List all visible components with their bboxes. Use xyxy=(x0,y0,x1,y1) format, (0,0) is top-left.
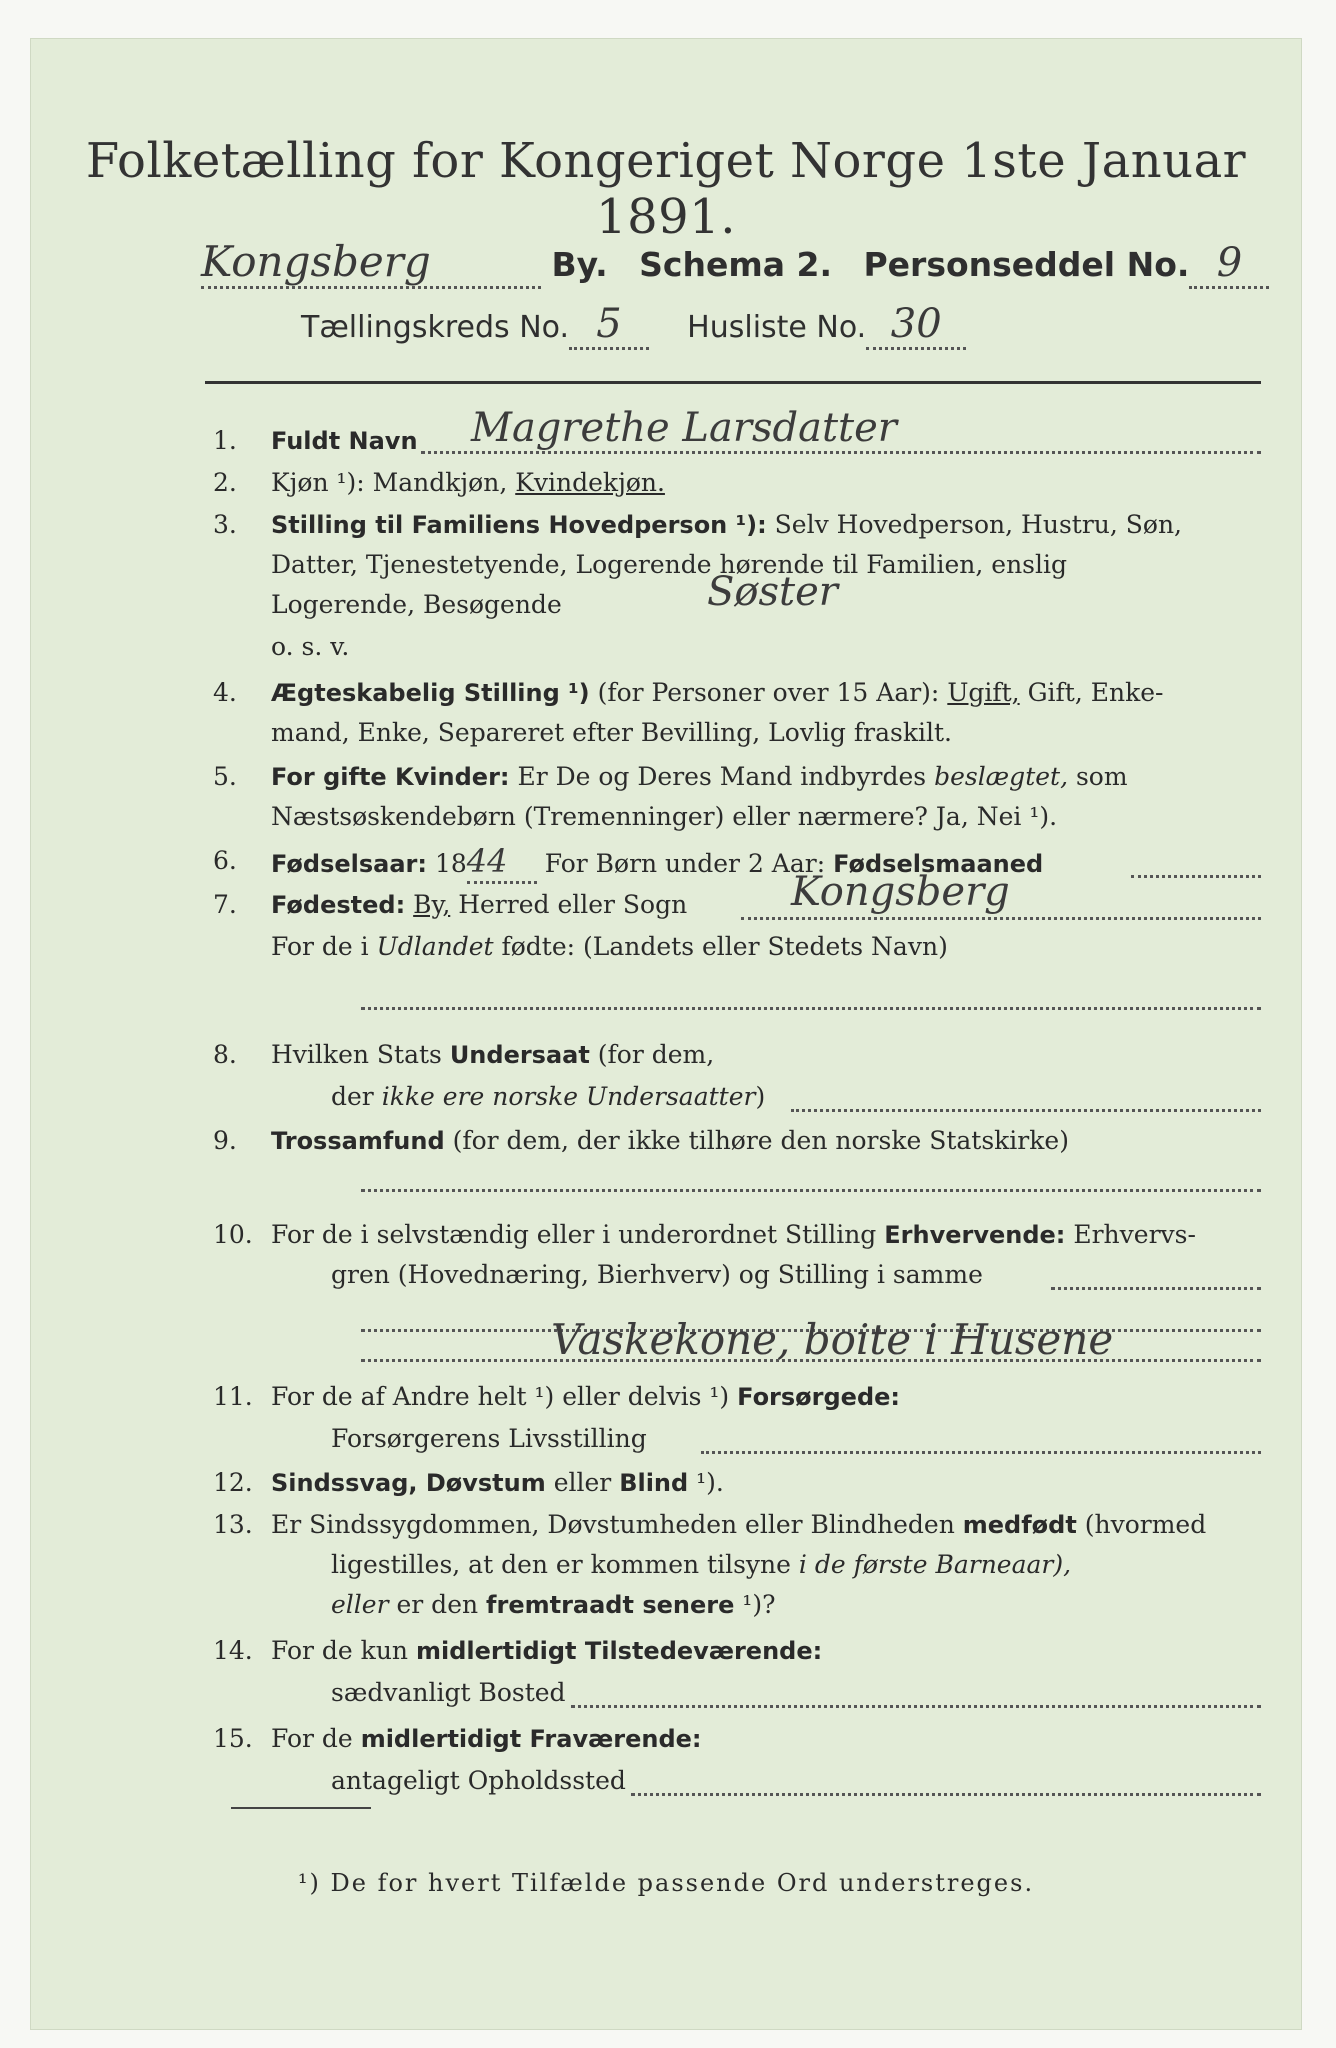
census-form xyxy=(30,38,1302,2030)
temporary-absent-label: midlertidigt Fraværende: xyxy=(360,1725,702,1753)
text: Hvilken Stats xyxy=(271,1040,450,1069)
text: For Børn under 2 Aar: xyxy=(536,849,834,878)
text: antageligt Opholdssted xyxy=(331,1766,626,1795)
text: Forsørgerens Livsstilling xyxy=(331,1424,647,1453)
item-number: 13. xyxy=(213,1510,253,1539)
supported-label: Forsørgede: xyxy=(737,1383,901,1411)
nationality-label: Undersaat xyxy=(449,1041,590,1069)
text: 18 xyxy=(427,849,467,878)
item-number: 4. xyxy=(213,678,237,707)
header-line-2 xyxy=(301,301,966,350)
temporary-present-label: midlertidigt Tilstedeværende: xyxy=(415,1637,823,1665)
text: Er Sindssygdommen, Døvstumheden eller Blindheden xyxy=(271,1510,963,1539)
text: (for Personer over 15 Aar): xyxy=(589,678,948,707)
taellingskreds-field: 5 xyxy=(569,301,649,350)
city-field: Kongsberg xyxy=(201,237,541,289)
blind-label: Blind xyxy=(619,1469,689,1497)
text: eller xyxy=(331,1590,389,1619)
later-onset-label: fremtraadt senere xyxy=(486,1591,735,1619)
sex-label: Kjøn ¹): Mandkjøn, xyxy=(271,468,516,497)
text: der xyxy=(331,1082,382,1111)
dotted-line xyxy=(361,1359,1261,1362)
item-number: 8. xyxy=(213,1040,237,1069)
text: Udlandet xyxy=(376,932,494,961)
text: Gift, Enke- xyxy=(1019,678,1164,707)
text: Selv Hovedperson, Hustru, Søn, xyxy=(766,510,1182,539)
item-number: 10. xyxy=(213,1220,253,1249)
item-number: 1. xyxy=(213,426,237,455)
family-position-value: Søster xyxy=(707,569,838,615)
item-number: 5. xyxy=(213,762,237,791)
full-name-label: Fuldt Navn xyxy=(271,427,418,455)
marital-status-value: Ugift, xyxy=(947,678,1020,707)
text: mand, Enke, Separeret efter Bevilling, Lovlig fraskilt. xyxy=(271,718,952,747)
birthplace-type-value: By, xyxy=(413,890,451,919)
text: Er De og Deres Mand indbyrdes xyxy=(509,762,935,791)
text: For de xyxy=(271,1724,361,1753)
text: Logerende, Besøgende xyxy=(271,590,562,619)
dotted-line xyxy=(791,1109,1261,1112)
form-title: Folketælling for Kongeriget Norge 1ste Januar 1891. xyxy=(85,133,1247,245)
item-number: 6. xyxy=(213,846,237,875)
text: som xyxy=(1068,762,1128,791)
text: Datter, Tjenestetyende, Logerende hørende til Familien, enslig xyxy=(271,550,1068,579)
dotted-line xyxy=(571,1705,1261,1708)
text: For de af Andre helt ¹) eller delvis ¹) xyxy=(271,1382,738,1411)
birthplace-value: Kongsberg xyxy=(791,869,1010,915)
full-name-value: Magrethe Larsdatter xyxy=(471,405,897,451)
item-number: 3. xyxy=(213,510,237,539)
text: For de kun xyxy=(271,1636,416,1665)
text: er den xyxy=(388,1590,487,1619)
item-number: 2. xyxy=(213,468,237,497)
text: sædvanligt Bosted xyxy=(331,1678,566,1707)
text: (hvormed xyxy=(1076,1510,1207,1539)
personseddel-field: 9 xyxy=(1189,240,1269,289)
marital-status-label: Ægteskabelig Stilling ¹) xyxy=(271,679,590,707)
item-number: 15. xyxy=(213,1724,253,1753)
dotted-line xyxy=(741,917,1261,920)
occupation-value: Vaskekone, boite i Husene xyxy=(551,1315,1114,1364)
item-number: 7. xyxy=(213,890,237,919)
text: ligestilles, at den er kommen tilsyne xyxy=(331,1550,799,1579)
text: eller xyxy=(545,1468,620,1497)
personseddel-label: Personseddel No. xyxy=(863,245,1190,284)
footnote: ¹) De for hvert Tilfælde passende Ord understreges. xyxy=(297,1869,1035,1897)
birth-year-value: 44 xyxy=(467,841,537,884)
husliste-field: 30 xyxy=(866,301,966,350)
occupation-label: Erhvervende: xyxy=(884,1221,1066,1249)
dotted-line xyxy=(361,1007,1261,1010)
item-number: 12. xyxy=(213,1468,253,1497)
footnote-rule xyxy=(231,1807,371,1809)
text: (for dem, der ikke tilhøre den norske Statskirke) xyxy=(444,1126,1069,1155)
religion-label: Trossamfund xyxy=(271,1127,445,1155)
dotted-line xyxy=(1131,875,1261,878)
married-women-label: For gifte Kvinder: xyxy=(271,763,510,791)
dotted-line xyxy=(361,1189,1261,1192)
text: o. s. v. xyxy=(271,632,350,661)
taellingskreds-label: Tællingskreds No. xyxy=(301,310,569,345)
text: Næstsøskendebørn (Tremenninger) eller nærmere? Ja, Nei ¹). xyxy=(271,802,1058,831)
item-number: 9. xyxy=(213,1126,237,1155)
text: Erhvervs- xyxy=(1065,1220,1196,1249)
text: (for dem, xyxy=(589,1040,715,1069)
text: fødte: (Landets eller Stedets Navn) xyxy=(493,932,948,961)
text: Herred eller Sogn xyxy=(450,890,688,919)
dotted-line xyxy=(1051,1287,1261,1290)
family-position-label: Stilling til Familiens Hovedperson ¹): xyxy=(271,511,767,539)
birth-year-label: Fødselsaar: xyxy=(271,850,427,878)
dotted-line xyxy=(421,451,1261,454)
dotted-line xyxy=(701,1451,1261,1454)
item-number: 14. xyxy=(213,1636,253,1665)
text: For de i xyxy=(271,932,377,961)
husliste-label: Husliste No. xyxy=(687,310,867,345)
text: ¹)? xyxy=(734,1590,776,1619)
birth-month-label: Fødselsmaaned xyxy=(833,850,1044,878)
schema-label: Schema 2. xyxy=(639,245,832,284)
text: i de første Barneaar), xyxy=(798,1550,1072,1579)
sex-value: Kvindekjøn. xyxy=(515,468,665,497)
dotted-line xyxy=(631,1793,1261,1796)
congenital-label: medfødt xyxy=(962,1511,1077,1539)
text: ikke ere norske Undersaatter xyxy=(381,1082,756,1111)
text: ) xyxy=(755,1082,766,1111)
header-line-1 xyxy=(201,237,1269,289)
header-rule xyxy=(205,381,1261,384)
by-label: By. xyxy=(551,245,608,284)
text: ¹). xyxy=(688,1468,724,1497)
text: beslægtet, xyxy=(934,762,1069,791)
item-number: 11. xyxy=(213,1382,253,1411)
text: gren (Hovednæring, Bierhverv) og Stilling i samme xyxy=(331,1260,983,1289)
text: For de i selvstændig eller i underordnet Stilling xyxy=(271,1220,885,1249)
birthplace-label: Fødested: xyxy=(271,891,406,919)
disability-label: Sindssvag, Døvstum xyxy=(271,1469,546,1497)
